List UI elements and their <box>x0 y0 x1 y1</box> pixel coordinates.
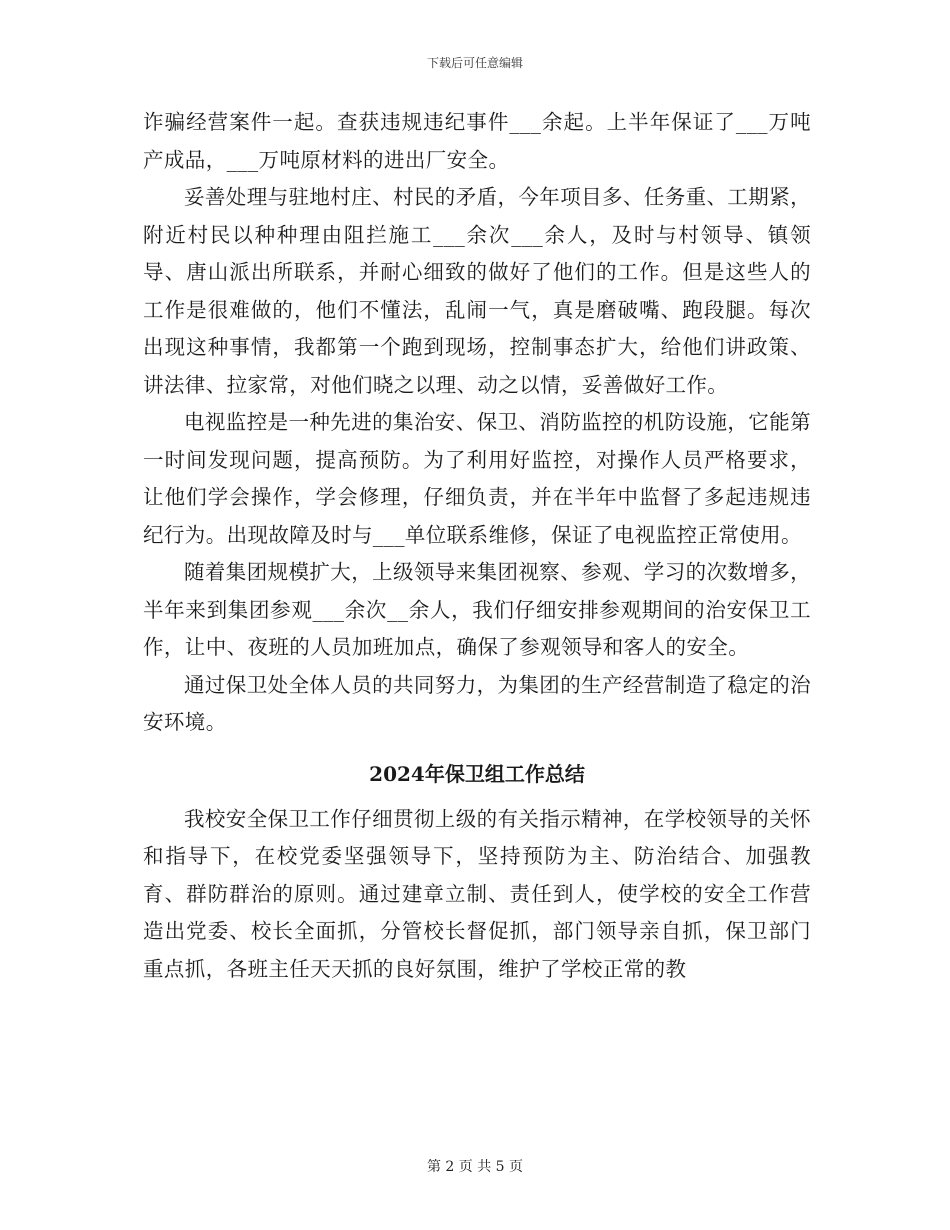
page-number: 第 2 页 共 5 页 <box>426 1159 524 1175</box>
paragraph-visits-security: 随着集团规模扩大，上级领导来集团视察、参观、学习的次数增多，半年来到集团参观___余次__余人，我们仔细安排参观期间的治安保卫工作，让中、夜班的人员加班加点，确保了参观领导和客人的安全。 <box>143 560 811 659</box>
paragraph-school-security: 我校安全保卫工作仔细贯彻上级的有关指示精神，在学校领导的关怀和指导下，在校党委坚强领导下，坚持预防为主、防治结合、加强教育、群防群治的原则。通过建章立制、责任到人，使学校的安全工作营造出党委、校长全面抓，分管校长督促抓，部门领导亲自抓，保卫部门重点抓，各班主任天天抓的良好氛围，维护了学校正常的教 <box>143 806 811 981</box>
paragraph-video-surveillance: 电视监控是一种先进的集治安、保卫、消防监控的机防设施，它能第一时间发现问题，提高预防。为了利用好监控，对操作人员严格要求，让他们学会操作，学会修理，仔细负责，并在半年中监督了多起违规违纪行为。出现故障及时与___单位联系维修，保证了电视监控正常使用。 <box>143 410 811 547</box>
paragraph-village-disputes: 妥善处理与驻地村庄、村民的矛盾，今年项目多、任务重、工期紧，附近村民以种种理由阻拦施工___余次___余人，及时与村领导、镇领导、唐山派出所联系，并耐心细致的做好了他们的工作。但是这些人的工作是很难做的，他们不懂法，乱闹一气，真是磨破嘴、跑段腿。每次出现这种事情，我都第一个跑到现场，控制事态扩大，给他们讲政策、讲法律、拉家常，对他们晓之以理、动之以情，妥善做好工作。 <box>143 185 811 397</box>
paragraph-continuation: 诈骗经营案件一起。查获违规违纪事件___余起。上半年保证了___万吨产成品，___万吨原材料的进出厂安全。 <box>143 110 811 172</box>
section-title: 2024年保卫组工作总结 <box>369 761 585 786</box>
document-body <box>143 104 811 988</box>
page-header: 下载后可任意编辑 <box>426 56 523 70</box>
paragraph-conclusion: 通过保卫处全体人员的共同努力，为集团的生产经营制造了稳定的治安环境。 <box>143 672 811 734</box>
